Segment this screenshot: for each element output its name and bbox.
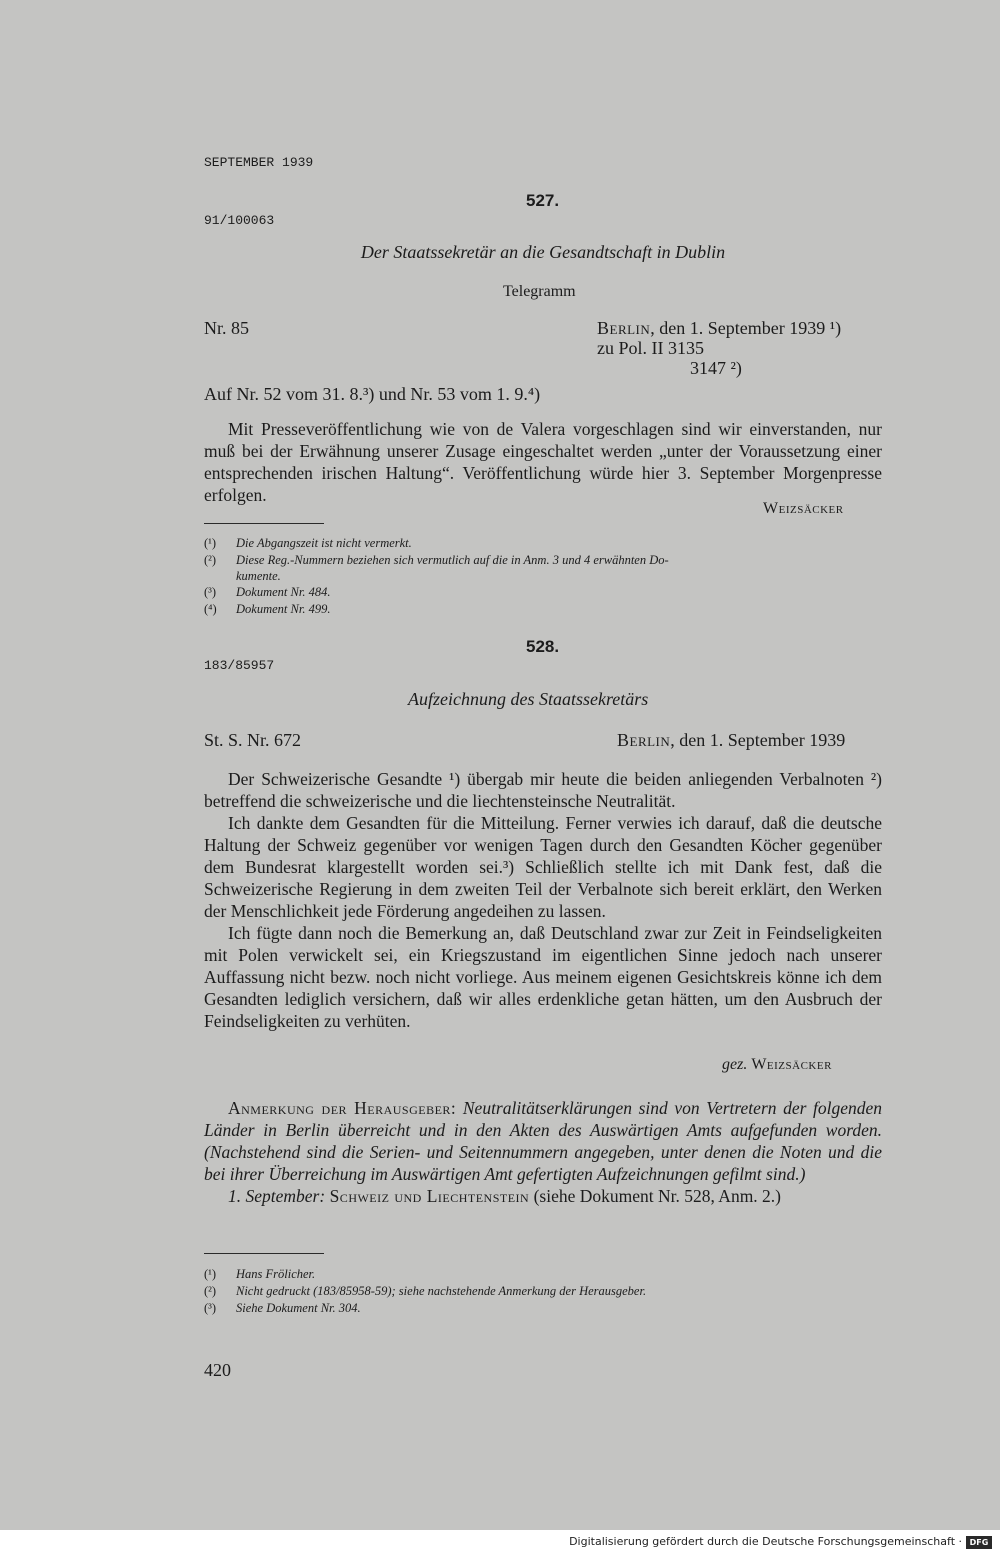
- registry-ref-2: 3147 ²): [690, 358, 742, 378]
- footnote-divider: [204, 1253, 324, 1254]
- film-reference-528: 183/85957: [204, 658, 275, 673]
- paragraph: Ich dankte dem Gesandten für die Mitteilung. Ferner verwies ich darauf, daß die deutsche Haltung der Schweiz gegenüber vor wenigen Tagen durch den Gesandten Köcher gegenüber dem Bundesrat klargestellt worden sei.³) Schließlich stellte ich mit Dank fest, daß die Schweizerische Regierung in dem zweiten Teil der Verbalnote sich bereit erklärt, den Werken der Menschlichkeit jede Förderung angedeihen zu lassen.: [204, 813, 882, 921]
- place-date-528: [617, 730, 845, 751]
- paragraph: Der Schweizerische Gesandte ¹) übergab mir heute die beiden anliegenden Verbalnoten ²) betreffend die schweizerische und die liechtensteinsche Neutralität.: [204, 769, 882, 811]
- date-527: , den 1. September 1939: [650, 318, 826, 338]
- footnote: (²) Nicht gedruckt (183/85958-59); siehe nachstehende Anmerkung der Herausgeber.: [204, 1284, 647, 1298]
- footnote-divider: [204, 523, 324, 524]
- signature-528: gez. Weizsäcker: [722, 1056, 832, 1073]
- footnote: (¹) Hans Frölicher.: [204, 1267, 316, 1281]
- subject-line: Auf Nr. 52 vom 31. 8.³) und Nr. 53 vom 1. 9.⁴): [204, 384, 541, 404]
- place-528: Berlin: [617, 730, 671, 750]
- footnote: (¹) Die Abgangszeit ist nicht vermerkt.: [204, 536, 412, 550]
- place-527: Berlin: [597, 318, 651, 338]
- footnote: (³) Siehe Dokument Nr. 304.: [204, 1301, 361, 1315]
- date-note-527: ¹): [829, 318, 842, 338]
- digitization-footer: [0, 1530, 1000, 1554]
- document-number-527: 527.: [526, 191, 560, 210]
- record-number: St. S. Nr. 672: [204, 730, 302, 750]
- document-type: Telegramm: [503, 283, 576, 300]
- editors-note-text: Anmerkung der Herausgeber: Neutralitätserklärungen sind von Vertretern der folgenden Länder in Berlin überreicht und in den Akten des Auswärtigen Amts aufgefunden worden. (Nachstehend sind die Serien- und Seitennummern angegeben, unter denen die Noten und die bei ihrer Überreichung im Auswärtigen Amt gefertigten Aufzeichnungen gefilmt sind.): [204, 1098, 882, 1184]
- paragraph: Mit Presseveröffentlichung wie von de Valera vorgeschlagen sind wir einverstanden, nur muß bei der Erwähnung unserer Zusage eingeschaltet werden „unter der Voraussetzung einer entsprechenden irischen Haltung“. Veröffentlichung würde hier 3. September Morgenpresse erfolgen.: [204, 419, 882, 505]
- document-title-528: Aufzeichnung des Staatssekretärs: [408, 689, 649, 709]
- footnote: kumente.: [236, 569, 281, 583]
- footnote: (²) Diese Reg.-Nummern beziehen sich vermutlich auf die in Anm. 3 und 4 erwähnten Do-: [204, 553, 669, 567]
- running-head: SEPTEMBER 1939: [204, 155, 314, 170]
- signature-527: Weizsäcker: [763, 500, 844, 517]
- place-date-527: [597, 318, 841, 339]
- dfg-logo: DFG: [966, 1536, 992, 1549]
- document-number-528: 528.: [526, 637, 560, 656]
- date-528: , den 1. September 1939: [670, 730, 846, 750]
- body-528: [204, 768, 882, 1032]
- funding-credit: Digitalisierung gefördert durch die Deutsche Forschungsgemeinschaft ·: [569, 1535, 962, 1548]
- document-title-527: Der Staatssekretär an die Gesandtschaft in Dublin: [360, 242, 726, 262]
- paragraph: Ich fügte dann noch die Bemerkung an, daß Deutschland zwar zur Zeit in Feindseligkeiten mit Polen verwickelt sei, ein Kriegszustand im eigentlichen Sinne jedoch nach unserer Auffassung nicht bezw. noch nicht vorliege. Aus meinem eigenen Gesichtskreis könne ich dem Gesandten lediglich versichern, daß wir alles erdenkliche getan hätten, um den Ausbruch der Feindseligkeiten zu verhüten.: [204, 923, 882, 1031]
- editors-note-label: Anmerkung der Herausgeber:: [228, 1098, 457, 1118]
- registry-ref-1: zu Pol. II 3135: [597, 338, 704, 358]
- telegram-number: Nr. 85: [204, 318, 249, 338]
- footnote: (⁴) Dokument Nr. 499.: [204, 602, 331, 616]
- page-number: 420: [204, 1360, 231, 1380]
- body-527: [204, 418, 882, 506]
- footnote: (³) Dokument Nr. 484.: [204, 585, 331, 599]
- editors-note: [204, 1097, 882, 1207]
- film-reference-527: 91/100063: [204, 213, 275, 228]
- editors-note-entry: 1. September: Schweiz und Liechtenstein (siehe Dokument Nr. 528, Anm. 2.): [228, 1186, 782, 1206]
